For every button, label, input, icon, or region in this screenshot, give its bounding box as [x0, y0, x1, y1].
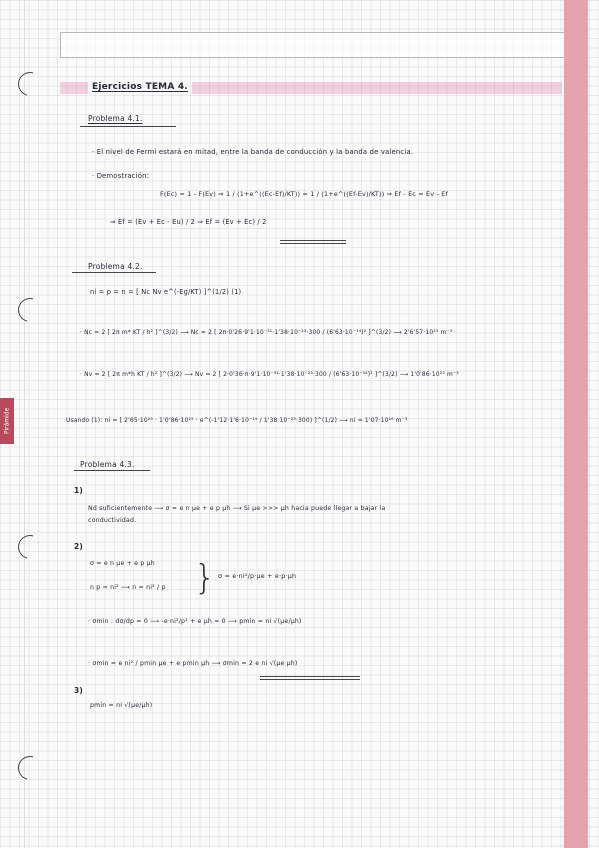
brand-logo: Pirámide — [0, 398, 14, 444]
margin-strip — [564, 0, 588, 848]
binder-hole — [14, 68, 47, 101]
answer-text: Nd suficientemente ⟶ σ = e n μe + e p μh ⟶ Si μe >>> μh hacia puede llegar a bajar la — [88, 505, 386, 512]
demo-label: · Demostración: — [92, 172, 150, 180]
header-box — [60, 32, 570, 58]
result-underline — [260, 676, 360, 677]
equation: · Nv = 2 [ 2π m*h KT / h² ]^(3/2) ⟶ Nv = 2 [ 2·0'36·π·9'1·10⁻³¹·1'38·10⁻²³·300 / (6'63·10⁻³⁴)² ]^(3/2) ⟶ 1'0'86·10²⁵ m⁻³ — [80, 372, 459, 378]
problem-heading: Problema 4.2. — [88, 262, 143, 271]
problem-heading: Problema 4.1. — [88, 114, 143, 123]
heading-underline — [72, 272, 156, 273]
result-underline — [260, 679, 360, 680]
equation: pmin = ni √(μe/μh) — [90, 702, 153, 709]
result-underline — [280, 240, 346, 241]
problem-heading: Problema 4.3. — [80, 460, 135, 469]
part-label: 3) — [74, 686, 84, 695]
equation: · σmin = e ni² / pmin μe + e pmin μh ⟶ σmin = 2 e ni √(μe μh) — [88, 660, 298, 667]
equation: ni = p = n = [ Nc Nv e^(-Eg/KT) ]^(1/2) (1) — [90, 288, 242, 296]
part-label: 1) — [74, 486, 84, 495]
equation: · σmin : dσ/dp = 0 ⟶ -e·ni²/p² + e μh = 0 ⟶ pmin = ni √(μe/μh) — [88, 618, 302, 625]
binder-hole — [14, 294, 47, 327]
heading-underline — [80, 126, 176, 127]
page-title: Ejercicios TEMA 4. — [92, 82, 188, 92]
highlight — [60, 82, 88, 94]
binder-hole — [14, 531, 47, 564]
equation: F(Ec) = 1 - F(Ev) ⇒ 1 / (1+e^((Ec-Ef)/KT)) = 1 / (1+e^((Ef-Ev)/KT)) ⇒ Ef - Ec = Ev - Ef — [160, 190, 448, 198]
equation: n p = ni² ⟶ n = ni² / p — [90, 584, 166, 591]
part-label: 2) — [74, 542, 84, 551]
problem-statement: · El nivel de Fermi estará en mitad, entre la banda de conducción y la banda de valencia. — [92, 148, 414, 156]
result-underline — [280, 243, 346, 244]
equation: σ = e n μe + e p μh — [90, 560, 155, 567]
equation: ⇒ Ef = (Ev + Ec - Eu) / 2 ⇒ Ef = (Ev + Ec) / 2 — [110, 218, 267, 226]
binder-hole — [14, 752, 47, 785]
heading-underline — [74, 470, 150, 471]
equation: · Nc = 2 [ 2π m* KT / h² ]^(3/2) ⟶ Nc = 2 [ 2π·0'26·9'1·10⁻³¹·1'38·10⁻²³·300 / (6'63·10⁻³⁴)² ]^(3/2) ⟶ 2'6'57·10²⁵ m⁻³ — [80, 330, 453, 336]
margin-line — [24, 0, 25, 848]
highlight — [192, 82, 562, 94]
equation: Usando (1): ni = [ 2'65·10²⁵ · 1'0'86·10²⁵ · e^(-1'12·1'6·10⁻¹⁹ / 1'38·10⁻²³·300) ]^(1/2) ⟶ ni = 1'07·10¹⁶ m⁻³ — [66, 418, 408, 424]
equation: σ = e·ni²/p·μe + e·p·μh — [218, 572, 297, 580]
brace: } — [194, 558, 216, 598]
answer-text: conductividad. — [88, 517, 137, 524]
